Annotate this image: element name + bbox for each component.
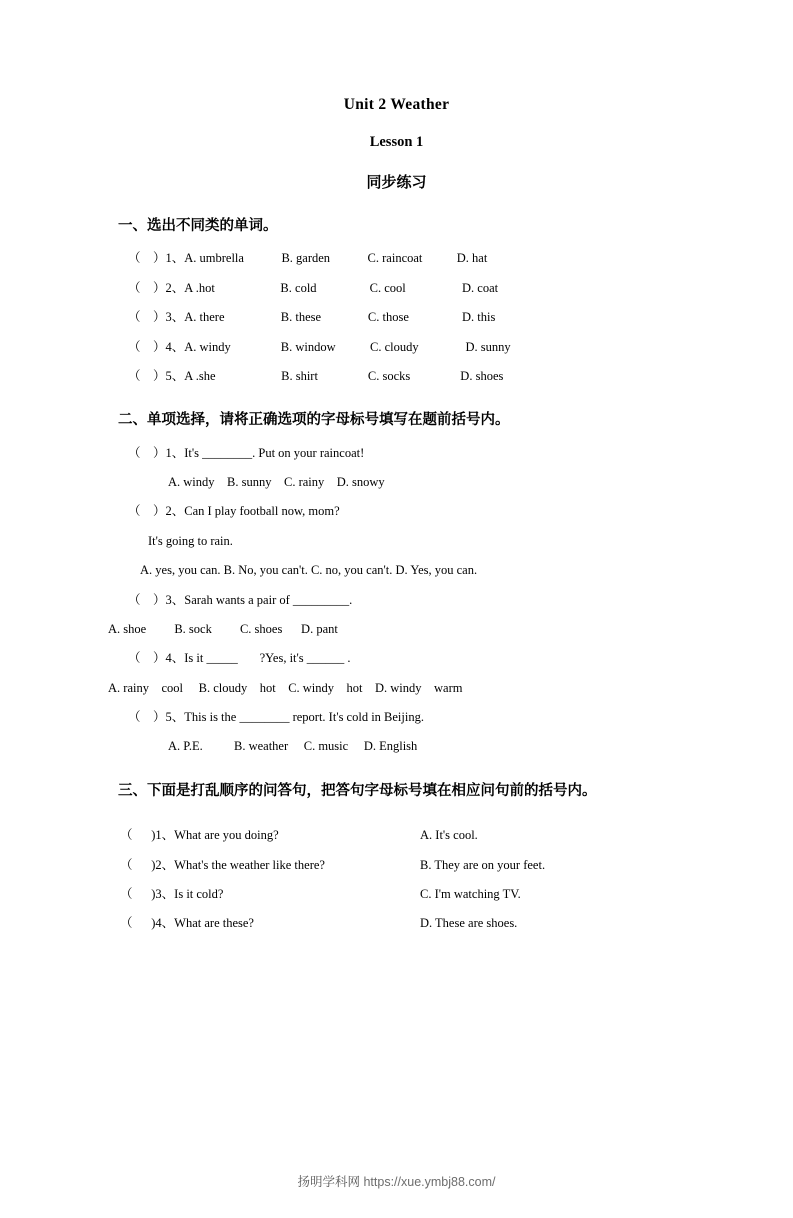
question-item: （ ）3、A. there B. these C. those D. this <box>128 310 496 325</box>
page-title: Unit 2 Weather <box>343 96 450 113</box>
question-item: （ ）3、Sarah wants a pair of _________. <box>128 592 353 607</box>
lesson-title: Lesson 1 <box>369 134 424 150</box>
question-continuation: It's going to rain. <box>148 533 233 548</box>
footer-site-name: 扬明学科网 <box>297 1175 360 1189</box>
match-row <box>0 856 793 875</box>
match-question: （ )4、What are these? <box>120 916 254 931</box>
footer-watermark <box>0 1172 793 1190</box>
match-row <box>0 826 793 845</box>
match-row <box>0 914 793 933</box>
question-item: （ ）2、A .hot B. cold C. cool D. coat <box>128 280 499 295</box>
question-item: （ ）1、It's ________. Put on your raincoat! <box>128 445 365 460</box>
question-options: A. yes, you can. B. No, you can't. C. no, you can't. D. Yes, you can. <box>140 563 478 578</box>
match-row <box>0 885 793 904</box>
question-options: A. P.E. B. weather C. music D. English <box>168 739 418 754</box>
match-answer: C. I'm watching TV. <box>420 886 521 901</box>
document-titles <box>0 96 793 192</box>
section-heading-3: 三、下面是打乱顺序的问答句，把答句字母标号填在相应问句前的括号内。 <box>118 782 597 799</box>
match-question: （ )1、What are you doing? <box>120 828 279 843</box>
section-heading-2: 二、单项选择，请将正确选项的字母标号填写在题前括号内。 <box>118 412 510 429</box>
practice-title: 同步练习 <box>366 175 427 191</box>
question-item: （ ）4、A. windy B. window C. cloudy D. sunny <box>128 339 511 354</box>
question-item: （ ）1、A. umbrella B. garden C. raincoat D. hat <box>128 251 488 266</box>
match-question: （ )3、Is it cold? <box>120 886 224 901</box>
question-options: A. shoe B. sock C. shoes D. pant <box>108 621 338 636</box>
match-answer: D. These are shoes. <box>420 916 518 931</box>
question-options: A. rainy cool B. cloudy hot C. windy hot D. windy warm <box>108 680 463 695</box>
question-item: （ ）4、Is it _____ ?Yes, it's ______ . <box>128 651 351 666</box>
question-options: A. windy B. sunny C. rainy D. snowy <box>168 475 385 489</box>
question-item: （ ）5、A .she B. shirt C. socks D. shoes <box>128 368 504 383</box>
worksheet-page <box>0 96 793 1218</box>
question-item: （ ）5、This is the ________ report. It's cold in Beijing. <box>128 710 424 724</box>
section-heading-1: 一、选出不同类的单词。 <box>118 218 278 234</box>
match-answer: B. They are on your feet. <box>420 857 546 872</box>
match-answer: A. It's cool. <box>420 828 478 843</box>
match-question: （ )2、What's the weather like there? <box>120 857 325 872</box>
question-item: （ ）2、Can I play football now, mom? <box>128 504 340 519</box>
footer-site-url: https://xue.ymbj88.com/ <box>363 1175 496 1189</box>
